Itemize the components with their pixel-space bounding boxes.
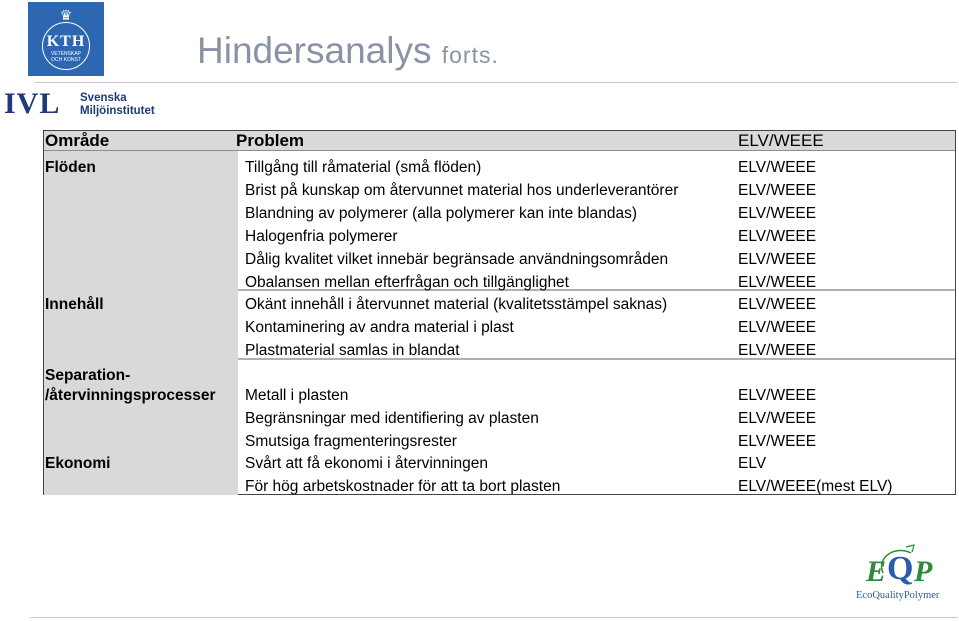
elv-cell: ELV [738, 455, 767, 472]
elv-cell: ELV/WEEE [738, 159, 817, 176]
elv-cell: ELV/WEEE [738, 205, 817, 222]
problem-cell: Halogenfria polymerer [245, 228, 398, 245]
problem-cell: Obalansen mellan efterfrågan och tillgänglighet [245, 274, 569, 291]
header-divider [35, 82, 957, 83]
ivl-logo-letters: IVL [4, 87, 61, 120]
problem-cell: Okänt innehåll i återvunnet material (kvalitetsstämpel saknas) [245, 296, 668, 313]
problem-cell: Smutsiga fragmenteringsrester [245, 433, 457, 450]
eqp-letter-q: Q [887, 550, 914, 587]
elv-cell: ELV/WEEE [738, 251, 817, 268]
elv-cell: ELV/WEEE [738, 387, 817, 404]
category-innehall: Innehåll [45, 296, 104, 313]
problem-cell: Brist på kunskap om återvunnet material hos underleverantörer [245, 182, 679, 199]
eqp-letter-e: E [866, 555, 887, 588]
category-floden: Flöden [45, 159, 96, 176]
elv-cell: ELV/WEEE [738, 228, 817, 245]
ivl-logo-name: Svenska Miljöinstitutet [80, 92, 155, 117]
elv-cell: ELV/WEEE [738, 433, 817, 450]
kth-logo-text: KTH [46, 33, 86, 50]
eqp-logo [856, 543, 954, 603]
problem-cell: Begränsningar med identifiering av plasten [245, 410, 539, 427]
ivl-logo [4, 88, 154, 122]
page-title [197, 29, 499, 77]
problem-cell: Metall i plasten [245, 387, 349, 404]
header-area: Område [45, 131, 110, 150]
title-sub: forts. [441, 42, 499, 68]
title-main: Hindersanalys [197, 30, 432, 71]
header-problem: Problem [236, 131, 305, 150]
problem-cell: Kontaminering av andra material i plast [245, 319, 514, 336]
elv-cell: ELV/WEEE [738, 319, 817, 336]
problem-cell: Plastmaterial samlas in blandat [245, 342, 460, 359]
category-separation-cont: /återvinningsprocesser [45, 387, 216, 404]
header-elv: ELV/WEEE [738, 131, 824, 150]
eqp-letter-p: P [914, 555, 933, 588]
elv-cell: ELV/WEEE(mest ELV) [738, 478, 893, 495]
elv-cell: ELV/WEEE [738, 410, 817, 427]
category-ekonomi: Ekonomi [45, 455, 111, 472]
footer-divider [30, 617, 958, 618]
kth-logo-subtext: VETENSKAP OCH KONST [50, 51, 81, 63]
eqp-logo-name: EcoQualityPolymer [856, 590, 940, 601]
obstacle-table [43, 130, 956, 495]
category-separation: Separation- [45, 367, 131, 384]
elv-cell: ELV/WEEE [738, 296, 817, 313]
crown-icon: ♛ [59, 7, 73, 23]
elv-cell: ELV/WEEE [738, 274, 817, 291]
problem-cell: Blandning av polymerer (alla polymerer kan inte blandas) [245, 205, 638, 222]
elv-cell: ELV/WEEE [738, 342, 817, 359]
problem-cell: Tillgång till råmaterial (små flöden) [245, 159, 482, 176]
kth-logo [28, 2, 104, 76]
problem-cell: Svårt att få ekonomi i återvinningen [245, 455, 488, 472]
problem-cell: Dålig kvalitet vilket innebär begränsade användningsområden [245, 251, 669, 268]
problem-cell: För hög arbetskostnader för att ta bort plasten [245, 478, 561, 495]
category-column-background [44, 151, 238, 495]
elv-cell: ELV/WEEE [738, 182, 817, 199]
